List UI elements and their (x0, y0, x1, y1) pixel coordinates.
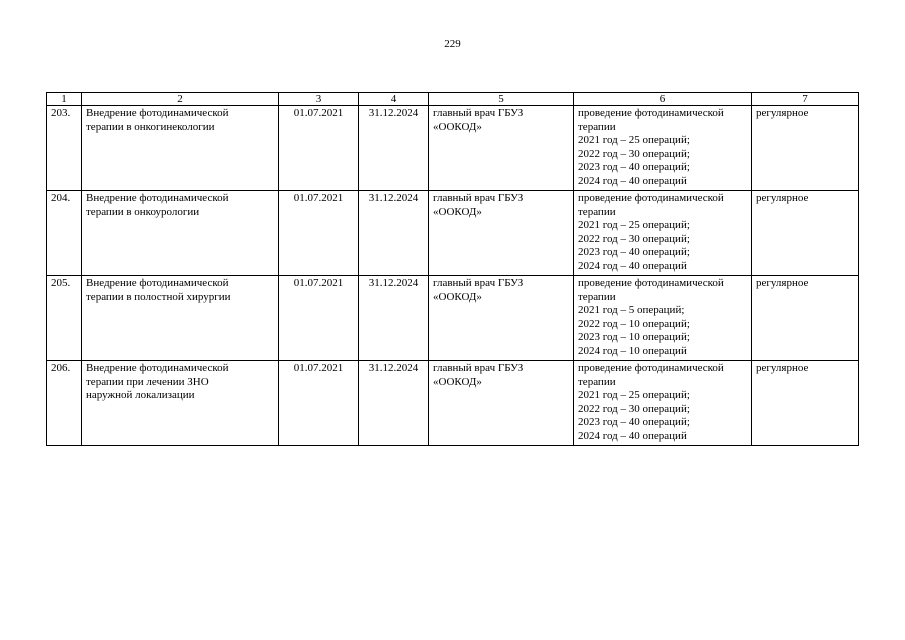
result-cell (574, 361, 752, 446)
result-line: 2023 год – 10 операций; (578, 331, 690, 344)
responsible-cell (429, 276, 574, 361)
start-date: 01.07.2021 (279, 361, 359, 446)
column-header-3: 3 (279, 93, 359, 106)
activity-name-line: Внедрение фотодинамической (86, 362, 229, 374)
row-number: 204. (47, 191, 82, 276)
responsible-line: «ООКОД» (433, 120, 482, 133)
end-date: 31.12.2024 (359, 191, 429, 276)
responsible-line: «ООКОД» (433, 205, 482, 218)
column-header-6: 6 (574, 93, 752, 106)
column-header-4: 4 (359, 93, 429, 106)
result-line: проведение фотодинамической (578, 362, 724, 374)
activities-table (46, 92, 859, 446)
result-line: 2024 год – 40 операций (578, 429, 687, 442)
result-line: проведение фотодинамической (578, 107, 724, 119)
result-line: 2022 год – 30 операций; (578, 402, 690, 415)
activity-type: регулярное (752, 276, 859, 361)
row-number: 206. (47, 361, 82, 446)
activity-name-line: Внедрение фотодинамической (86, 192, 229, 204)
result-line: 2024 год – 10 операций (578, 344, 687, 357)
result-line: 2021 год – 25 операций; (578, 134, 690, 147)
start-date: 01.07.2021 (279, 276, 359, 361)
activity-name-line: терапии при лечении ЗНО (86, 375, 209, 388)
column-header-2: 2 (82, 93, 279, 106)
page-number: 229 (444, 38, 461, 50)
activity-name-line: Внедрение фотодинамической (86, 107, 229, 119)
result-line: 2022 год – 30 операций; (578, 147, 690, 160)
activity-name-line: терапии в онкогинекологии (86, 120, 215, 133)
responsible-cell (429, 106, 574, 191)
result-line: 2022 год – 10 операций; (578, 317, 690, 330)
column-header-5: 5 (429, 93, 574, 106)
activity-name-line: наружной локализации (86, 389, 195, 402)
start-date: 01.07.2021 (279, 106, 359, 191)
result-line: 2024 год – 40 операций (578, 259, 687, 272)
activity-name-line: терапии в полостной хирургии (86, 290, 231, 303)
end-date: 31.12.2024 (359, 276, 429, 361)
row-number: 205. (47, 276, 82, 361)
result-line: 2022 год – 30 операций; (578, 232, 690, 245)
row-number: 203. (47, 106, 82, 191)
result-line: терапии (578, 205, 616, 218)
responsible-line: «ООКОД» (433, 375, 482, 388)
table-row (47, 276, 859, 361)
result-line: терапии (578, 290, 616, 303)
responsible-line: главный врач ГБУЗ (433, 362, 524, 374)
responsible-line: главный врач ГБУЗ (433, 277, 524, 289)
responsible-line: главный врач ГБУЗ (433, 192, 524, 204)
activity-type: регулярное (752, 361, 859, 446)
column-header-7: 7 (752, 93, 859, 106)
table-row (47, 106, 859, 191)
column-number-row (47, 93, 859, 106)
table-row (47, 191, 859, 276)
result-line: 2021 год – 25 операций; (578, 389, 690, 402)
responsible-line: «ООКОД» (433, 290, 482, 303)
activity-name-cell (82, 361, 279, 446)
activity-name-cell (82, 191, 279, 276)
result-line: 2023 год – 40 операций; (578, 161, 690, 174)
activity-name-line: терапии в онкоурологии (86, 205, 200, 218)
activity-name-cell (82, 276, 279, 361)
end-date: 31.12.2024 (359, 106, 429, 191)
result-line: терапии (578, 375, 616, 388)
responsible-line: главный врач ГБУЗ (433, 107, 524, 119)
result-cell (574, 191, 752, 276)
result-line: терапии (578, 120, 616, 133)
result-line: проведение фотодинамической (578, 277, 724, 289)
column-header-1: 1 (47, 93, 82, 106)
responsible-cell (429, 191, 574, 276)
result-line: 2021 год – 5 операций; (578, 304, 685, 317)
start-date: 01.07.2021 (279, 191, 359, 276)
end-date: 31.12.2024 (359, 361, 429, 446)
responsible-cell (429, 361, 574, 446)
result-cell (574, 276, 752, 361)
activity-type: регулярное (752, 106, 859, 191)
activity-type: регулярное (752, 191, 859, 276)
result-line: проведение фотодинамической (578, 192, 724, 204)
activity-name-cell (82, 106, 279, 191)
result-line: 2021 год – 25 операций; (578, 219, 690, 232)
result-cell (574, 106, 752, 191)
table-row (47, 361, 859, 446)
result-line: 2023 год – 40 операций; (578, 246, 690, 259)
activity-name-line: Внедрение фотодинамической (86, 277, 229, 289)
result-line: 2023 год – 40 операций; (578, 416, 690, 429)
result-line: 2024 год – 40 операций (578, 174, 687, 187)
